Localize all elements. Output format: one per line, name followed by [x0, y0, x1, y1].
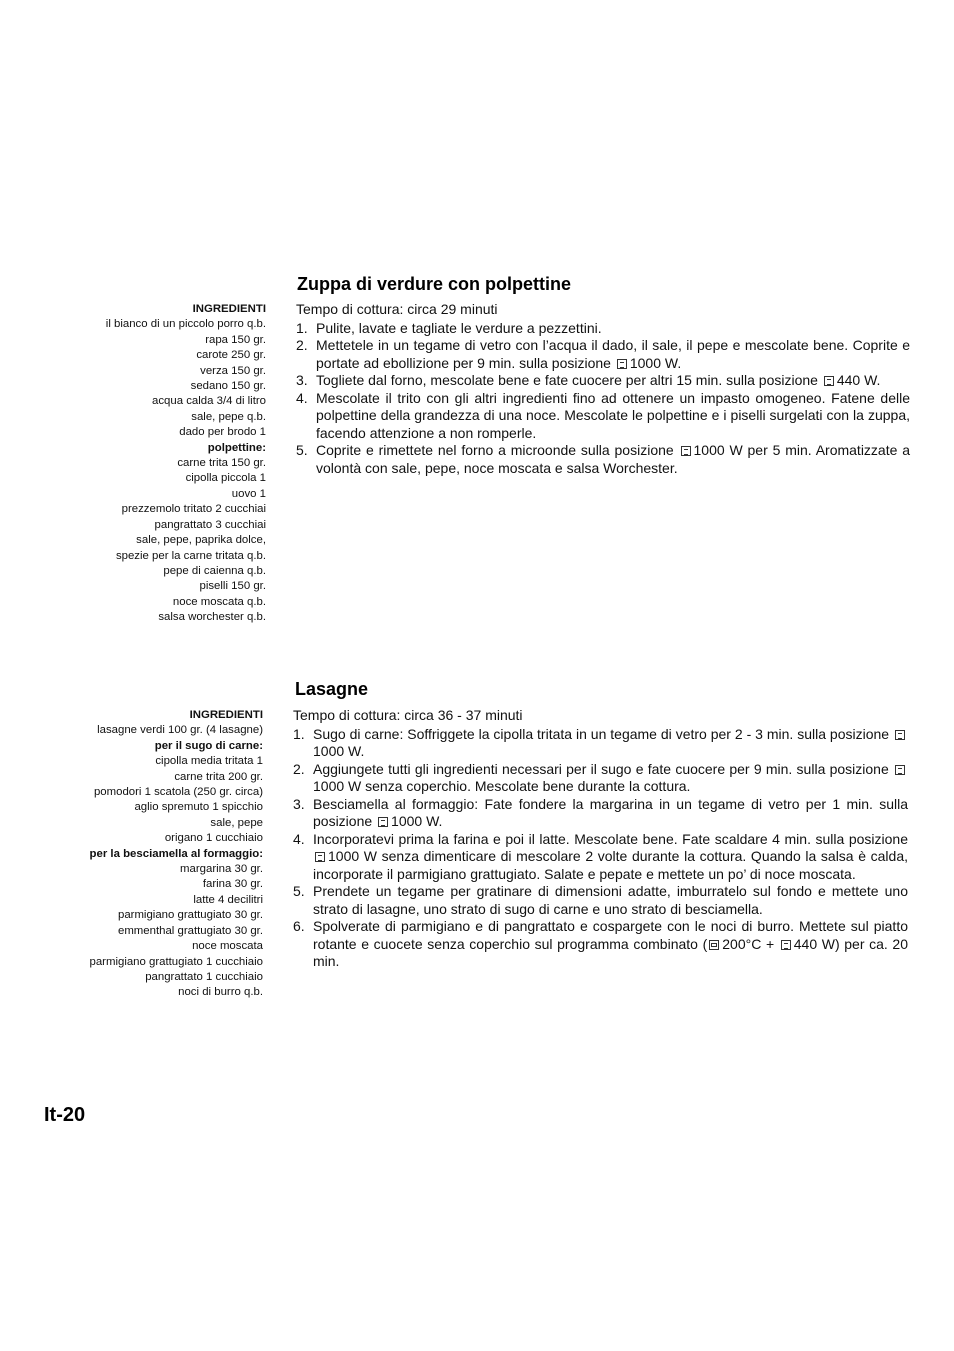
ingredient-item: prezzemolo tritato 2 cucchiai [121, 503, 266, 516]
recipe-title: Lasagne [295, 679, 369, 699]
ingredient-item: carne trita 200 gr. [174, 770, 263, 783]
step-text-part: 440 W) per ca. 20 min. [313, 935, 909, 969]
step-text-part: Prendete un tegame per gratinare di dimensioni adatte, imburratelo sul fondo e mettete uno strato di lasagne, uno strato di sugo di carne e uno strato di besciamella. [313, 883, 908, 917]
ingredient-item: pepe di caienna q.b. [163, 564, 266, 577]
step-item [293, 883, 908, 918]
steps-list [293, 726, 908, 971]
step-number: 1. [293, 725, 305, 742]
ingredient-item: salsa worchester q.b. [158, 611, 266, 624]
step-item [293, 796, 908, 831]
cooking-time: Tempo di cottura: circa 36 - 37 minuti [293, 707, 523, 723]
step-number: 5. [293, 883, 305, 899]
ingredient-item: acqua calda 3/4 di litro [152, 395, 266, 408]
step-text [313, 796, 908, 831]
step-text-part: 1000 W. [391, 813, 443, 829]
microwave-icon [895, 730, 905, 740]
ingredient-item: noce moscata q.b. [172, 595, 266, 608]
ingredient-item: carote 250 gr. [196, 349, 266, 362]
cooking-time: Tempo di cottura: circa 29 minuti [296, 301, 498, 317]
ingredient-item: aglio spremuto 1 spicchio [134, 801, 263, 814]
ingredient-heading: per la besciamella al formaggio: [89, 847, 263, 860]
microwave-icon [378, 817, 388, 827]
page-number: It-20 [44, 1104, 86, 1126]
step-item [296, 337, 910, 372]
ingredient-item: latte 4 decilitri [193, 893, 263, 906]
step-number: 6. [293, 918, 305, 934]
ingredient-item: lasagne verdi 100 gr. (4 lasagne) [97, 724, 263, 737]
step-text-part: Aggiungete tutti gli ingredienti necessari per il sugo e fate cuocere per 9 min. sulla posizione [313, 760, 893, 777]
step-text-part: Sugo di carne: Soffriggete la cipolla tritata in un tegame di vetro per 2 - 3 min. sulla posizione [313, 725, 893, 742]
ingredients-list [66, 302, 266, 626]
step-text [313, 761, 908, 796]
ingredient-item: rapa 150 gr. [205, 333, 266, 346]
step-text [313, 883, 908, 918]
ingredient-heading: INGREDIENTI [189, 709, 263, 721]
step-text [313, 918, 908, 971]
recipe-title: Zuppa di verdure con polpettine [297, 274, 572, 294]
ingredient-item: uovo 1 [231, 487, 266, 500]
ingredient-item: sale, pepe, paprika dolce, [136, 534, 266, 547]
step-text-part: 1000 W. [313, 743, 365, 759]
step-text [316, 337, 910, 372]
ingredient-item: il bianco di un piccolo porro q.b. [105, 318, 266, 331]
step-number: 2. [293, 760, 305, 777]
ingredient-item: carne trita 150 gr. [177, 457, 266, 470]
ingredient-item: pangrattato 1 cucchiaio [145, 970, 263, 983]
ingredient-item: noci di burro q.b. [178, 986, 263, 999]
step-item [293, 918, 908, 971]
recipe-body [296, 301, 910, 477]
ingredient-item: piselli 150 gr. [199, 580, 266, 593]
step-item [296, 442, 910, 477]
step-text-part: Incorporatevi prima la farina e poi il latte. Mescolate bene. Fate scaldare 4 min. sulla posizione [313, 830, 908, 847]
step-text [313, 726, 908, 761]
ingredient-item: pomodori 1 scatola (250 gr. circa) [93, 786, 263, 799]
step-number: 4. [296, 389, 308, 406]
ingredient-item: parmigiano grattugiato 30 gr. [117, 909, 263, 922]
microwave-icon [617, 359, 627, 369]
ingredient-item: farina 30 gr. [202, 878, 263, 891]
step-number: 2. [296, 337, 308, 353]
step-text-part: 440 W. [836, 372, 881, 388]
microwave-icon [315, 852, 325, 862]
recipe-body [293, 707, 908, 971]
ingredient-item: origano 1 cucchiaio [164, 832, 263, 845]
step-text-part: 200°C + [722, 935, 779, 952]
step-text [316, 390, 910, 443]
steps-list [296, 320, 910, 478]
step-text-part: Pulite, lavate e tagliate le verdure a pezzettini. [316, 319, 602, 336]
step-text-part: 1000 W. [629, 354, 682, 371]
step-text [316, 442, 910, 477]
step-text-part: Togliete dal forno, mescolate bene e fate cuocere per altri 15 min. sulla posizione [316, 372, 822, 388]
step-number: 3. [296, 372, 308, 388]
ingredient-heading: polpettine: [207, 441, 266, 454]
step-text-part: 1000 W senza coperchio. Mescolate bene durante la cottura. [313, 778, 691, 794]
step-text-part: 1000 W per 5 min. Aromatizzate a volontà con sale, pepe, noce moscata e salsa Worchester. [316, 442, 911, 476]
ingredient-item: noce moscata [192, 940, 263, 953]
step-item [296, 372, 910, 390]
ingredient-item: margarina 30 gr. [180, 863, 263, 876]
ingredient-item: parmigiano grattugiato 1 cucchiaio [89, 955, 263, 968]
ingredient-item: sale, pepe q.b. [191, 410, 266, 423]
step-text [316, 320, 910, 338]
ingredient-item: emmenthal grattugiato 30 gr. [117, 924, 263, 937]
ingredient-item: sale, pepe [210, 816, 263, 829]
ingredient-item: verza 150 gr. [200, 364, 266, 377]
ingredient-heading: per il sugo di carne: [154, 739, 263, 752]
step-text-part: Mettetele in un tegame di vetro con l’acqua il dado, il sale, il pepe e mescolate bene. Coprite e portate ad ebollizione per 9 min. sulla posizione [316, 337, 910, 371]
step-item [296, 390, 910, 443]
step-text [316, 372, 910, 390]
step-number: 3. [293, 795, 305, 812]
microwave-icon [681, 446, 691, 456]
microwave-icon [781, 940, 791, 950]
step-item [293, 761, 908, 796]
step-item [293, 726, 908, 761]
ingredient-item: cipolla media tritata 1 [155, 755, 263, 768]
step-text-part: Mescolate il trito con gli altri ingredienti fino ad ottenere un impasto omogeneo. Fatene delle polpettine della grandezza di una noce. Mescolate le polpettine e i piselli surgelati con la zuppa, facendo attenzione a non romperle. [316, 389, 910, 441]
ingredient-item: sedano 150 gr. [190, 380, 266, 393]
ingredient-item: pangrattato 3 cucchiai [154, 518, 266, 531]
microwave-icon [824, 376, 834, 386]
step-text-part: 1000 W senza dimenticare di mescolare 2 volte durante la cottura. Quando la salsa è calda, incorporate il parmigiano grattugiato. Salate e pepate e mettete un po’ di noce moscata. [313, 848, 908, 882]
step-item [296, 320, 910, 338]
step-text [313, 831, 908, 884]
step-text-part: Besciamella al formaggio: Fate fondere la margarina in un tegame di vetro per 1 min. sulla posizione [313, 795, 908, 829]
oven-icon [709, 940, 719, 950]
ingredient-item: spezie per la carne tritata q.b. [115, 549, 266, 562]
step-text-part: Spolverate di parmigiano e di pangrattato e cospargete con le noci di burro. Mettete sul piatto rotante e cuocete senza coperchio sul programma combinato ( [313, 918, 908, 952]
step-number: 4. [293, 830, 305, 847]
step-number: 5. [296, 442, 308, 458]
ingredients-list [63, 708, 263, 1001]
step-text-part: Coprite e rimettete nel forno a microonde sulla posizione [316, 442, 679, 458]
step-item [293, 831, 908, 884]
microwave-icon [895, 765, 905, 775]
ingredient-item: dado per brodo 1 [179, 426, 266, 439]
ingredient-heading: INGREDIENTI [192, 303, 266, 315]
ingredient-item: cipolla piccola 1 [185, 472, 266, 485]
step-number: 1. [296, 319, 308, 336]
